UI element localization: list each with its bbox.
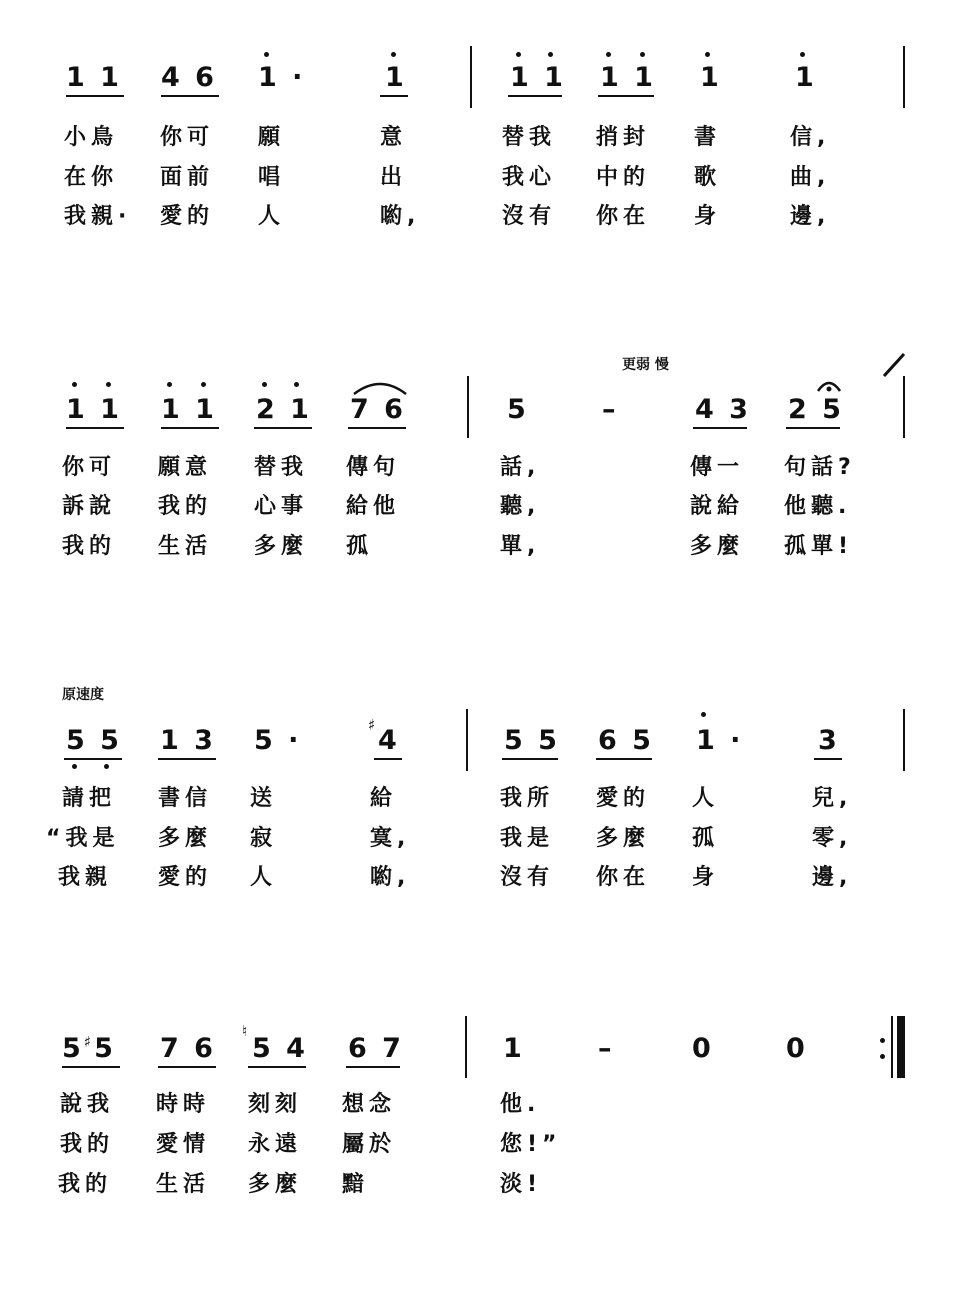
beam-line (598, 95, 654, 97)
lyric: 我的 (58, 1172, 113, 1197)
hairpin-mark (880, 350, 910, 380)
beam-line (346, 1066, 400, 1068)
note-group: 1 1 (510, 62, 566, 93)
octave-dot (106, 382, 111, 387)
note-group: 0 (786, 1033, 808, 1064)
lyric: 曲, (790, 165, 831, 190)
lyric: “我是 (46, 826, 120, 851)
octave-dot (72, 382, 77, 387)
beam-line (66, 95, 124, 97)
lyric: 沒有 (500, 865, 555, 890)
octave-dot (167, 382, 172, 387)
lyric: 人 (258, 204, 286, 229)
lyric: 身 (692, 865, 720, 890)
lyric: 愛的 (158, 865, 213, 890)
octave-dot (548, 52, 553, 57)
lyric: 愛的 (160, 204, 215, 229)
note-group: 4 (378, 725, 400, 756)
note-group: 1 (700, 62, 722, 93)
lyric: 心事 (254, 494, 309, 519)
lyric: 邊, (812, 865, 853, 890)
barline (903, 709, 905, 771)
beam-line (158, 758, 216, 760)
repeat-dot (880, 1054, 885, 1059)
note-group: 1 (795, 62, 817, 93)
lyric: 給 (370, 786, 398, 811)
beam-line (693, 427, 747, 429)
octave-dot (201, 382, 206, 387)
lyric: 唱 (258, 165, 286, 190)
lyric: 愛情 (156, 1132, 211, 1157)
lyric: 多麼 (248, 1172, 303, 1197)
beam-line (786, 427, 840, 429)
octave-dot (606, 52, 611, 57)
lyric: 信, (790, 125, 831, 150)
note-group: 1 · (258, 62, 306, 93)
lyric: 多麼 (158, 826, 213, 851)
note-group: 4 6 (161, 62, 217, 93)
lyric: 聽, (500, 494, 541, 519)
lyric: 意 (380, 125, 408, 150)
lyric: 孤單! (784, 534, 854, 559)
lyric: 喲, (370, 865, 411, 890)
lyric: 我心 (502, 165, 557, 190)
note-group: 5 5 (66, 725, 122, 756)
note-group: 1 · (696, 725, 744, 756)
lyric: 我的 (60, 1132, 115, 1157)
note-group: 7 6 (160, 1033, 216, 1064)
note-group: 7 6 (350, 394, 406, 425)
octave-dot (294, 382, 299, 387)
lyric: 黯 (342, 1172, 370, 1197)
fermata-mark (816, 375, 842, 395)
note-group (62, 1034, 116, 1064)
octave-dot (800, 52, 805, 57)
lyric: 兒, (812, 786, 853, 811)
note-group: 6 5 (598, 725, 654, 756)
beam-line (814, 758, 842, 760)
lyric: 沒有 (502, 204, 557, 229)
note-group: 1 1 (600, 62, 656, 93)
lyric: 想念 (342, 1092, 397, 1117)
lyric: 捎封 (596, 125, 651, 150)
lyric: 面前 (160, 165, 215, 190)
note-group: 5 (507, 394, 529, 425)
beam-line (380, 95, 408, 97)
lyric: 給他 (346, 494, 401, 519)
lyric: 書信 (158, 786, 213, 811)
lyric: 喲, (380, 204, 421, 229)
note-group: 1 3 (160, 725, 216, 756)
lyric: 訴說 (62, 494, 117, 519)
beam-line (62, 1066, 120, 1068)
lyric: 時時 (156, 1092, 211, 1117)
beam-line (64, 758, 122, 760)
barline (903, 46, 905, 108)
lyric: 邊, (790, 204, 831, 229)
octave-dot (516, 52, 521, 57)
lyric: 人 (250, 865, 278, 890)
lyric: 我親 (58, 865, 113, 890)
note-group: – (602, 394, 619, 425)
octave-dot (264, 52, 269, 57)
barline (891, 1016, 893, 1078)
lyric: 說我 (60, 1092, 115, 1117)
note-group: 0 (692, 1033, 714, 1064)
beam-line (161, 427, 219, 429)
lyric: 願 (258, 125, 286, 150)
note-group: 1 1 (66, 62, 122, 93)
octave-dot (262, 382, 267, 387)
tempo-mark: 原速度 (62, 687, 104, 703)
lyric: 你可 (62, 455, 117, 480)
beam-line (158, 1066, 216, 1068)
note-group: 6 7 (348, 1033, 404, 1064)
low-octave-dot (72, 764, 77, 769)
lyric: 多麼 (254, 534, 309, 559)
note-group: 2 5 (788, 394, 844, 425)
note-group: 5 · (254, 725, 302, 756)
note-group: 5 5 (504, 725, 560, 756)
final-barline (897, 1016, 905, 1078)
slur-mark (352, 378, 408, 396)
tempo-mark: 更弱 慢 (622, 357, 669, 373)
lyric: 您!” (500, 1132, 562, 1157)
lyric: 永遠 (248, 1132, 303, 1157)
beam-line (248, 1066, 306, 1068)
barline (470, 46, 472, 108)
note-group: 5 4 (252, 1033, 308, 1064)
lyric: 歌 (694, 165, 722, 190)
lyric: 屬於 (342, 1132, 397, 1157)
lyric: 多麼 (690, 534, 745, 559)
beam-line (66, 427, 124, 429)
lyric: 願意 (158, 455, 213, 480)
natural-sign: ♮ (242, 1022, 248, 1040)
lyric: 出 (380, 165, 408, 190)
lyric: 中的 (596, 165, 651, 190)
sharp-sign: ♯ (83, 1033, 95, 1051)
lyric: 孤 (346, 534, 374, 559)
note-group: 1 1 (161, 394, 217, 425)
barline (467, 376, 469, 438)
lyric: 傳一 (690, 455, 745, 480)
octave-dot (391, 52, 396, 57)
repeat-dot (880, 1038, 885, 1043)
barline (466, 709, 468, 771)
lyric: 人 (692, 786, 720, 811)
lyric: 我親· (64, 204, 132, 229)
octave-dot (640, 52, 645, 57)
lyric: 話, (500, 455, 541, 480)
beam-line (502, 758, 558, 760)
lyric: 在你 (64, 165, 119, 190)
lyric: 淡! (500, 1172, 543, 1197)
octave-dot (701, 712, 706, 717)
lyric: 我的 (158, 494, 213, 519)
lyric: 說給 (690, 494, 745, 519)
note-group: 1 (503, 1033, 525, 1064)
lyric: 送 (250, 786, 278, 811)
lyric: 我所 (500, 786, 555, 811)
sharp-sign: ♯ (368, 716, 376, 734)
beam-line (374, 758, 402, 760)
note-group: 1 1 (66, 394, 122, 425)
lyric: 寂 (250, 826, 278, 851)
note-group: 1 (385, 62, 407, 93)
lyric: 生活 (156, 1172, 211, 1197)
note: 5 (62, 1033, 84, 1064)
note-group: – (598, 1033, 615, 1064)
lyric: 我的 (62, 534, 117, 559)
lyric: 你在 (596, 865, 651, 890)
beam-line (596, 758, 652, 760)
lyric: 小鳥 (64, 125, 119, 150)
lyric: 替我 (502, 125, 557, 150)
barline (465, 1016, 467, 1078)
lyric: 他. (500, 1092, 541, 1117)
beam-line (254, 427, 312, 429)
lyric: 孤 (692, 826, 720, 851)
lyric: 請把 (62, 786, 117, 811)
lyric: 書 (694, 125, 722, 150)
lyric: 零, (812, 826, 853, 851)
low-octave-dot (104, 764, 109, 769)
lyric: 愛的 (596, 786, 651, 811)
note-group: 4 3 (695, 394, 751, 425)
note-group: 2 1 (256, 394, 312, 425)
octave-dot (705, 52, 710, 57)
lyric: 我是 (500, 826, 555, 851)
lyric: 身 (694, 204, 722, 229)
note: 5 (94, 1033, 116, 1064)
beam-line (161, 95, 219, 97)
lyric: 寞, (370, 826, 411, 851)
barline (903, 376, 905, 438)
lyric: 他聽. (784, 494, 852, 519)
lyric: 生活 (158, 534, 213, 559)
lyric: 你可 (160, 125, 215, 150)
beam-line (508, 95, 562, 97)
lyric: 替我 (254, 455, 309, 480)
lyric: 句話? (784, 455, 856, 480)
lyric: 單, (500, 534, 541, 559)
lyric: 刻刻 (248, 1092, 303, 1117)
lyric: 你在 (596, 204, 651, 229)
lyric: 傳句 (346, 455, 401, 480)
note-group: 3 (818, 725, 840, 756)
beam-line (348, 427, 406, 429)
lyric: 多麼 (596, 826, 651, 851)
